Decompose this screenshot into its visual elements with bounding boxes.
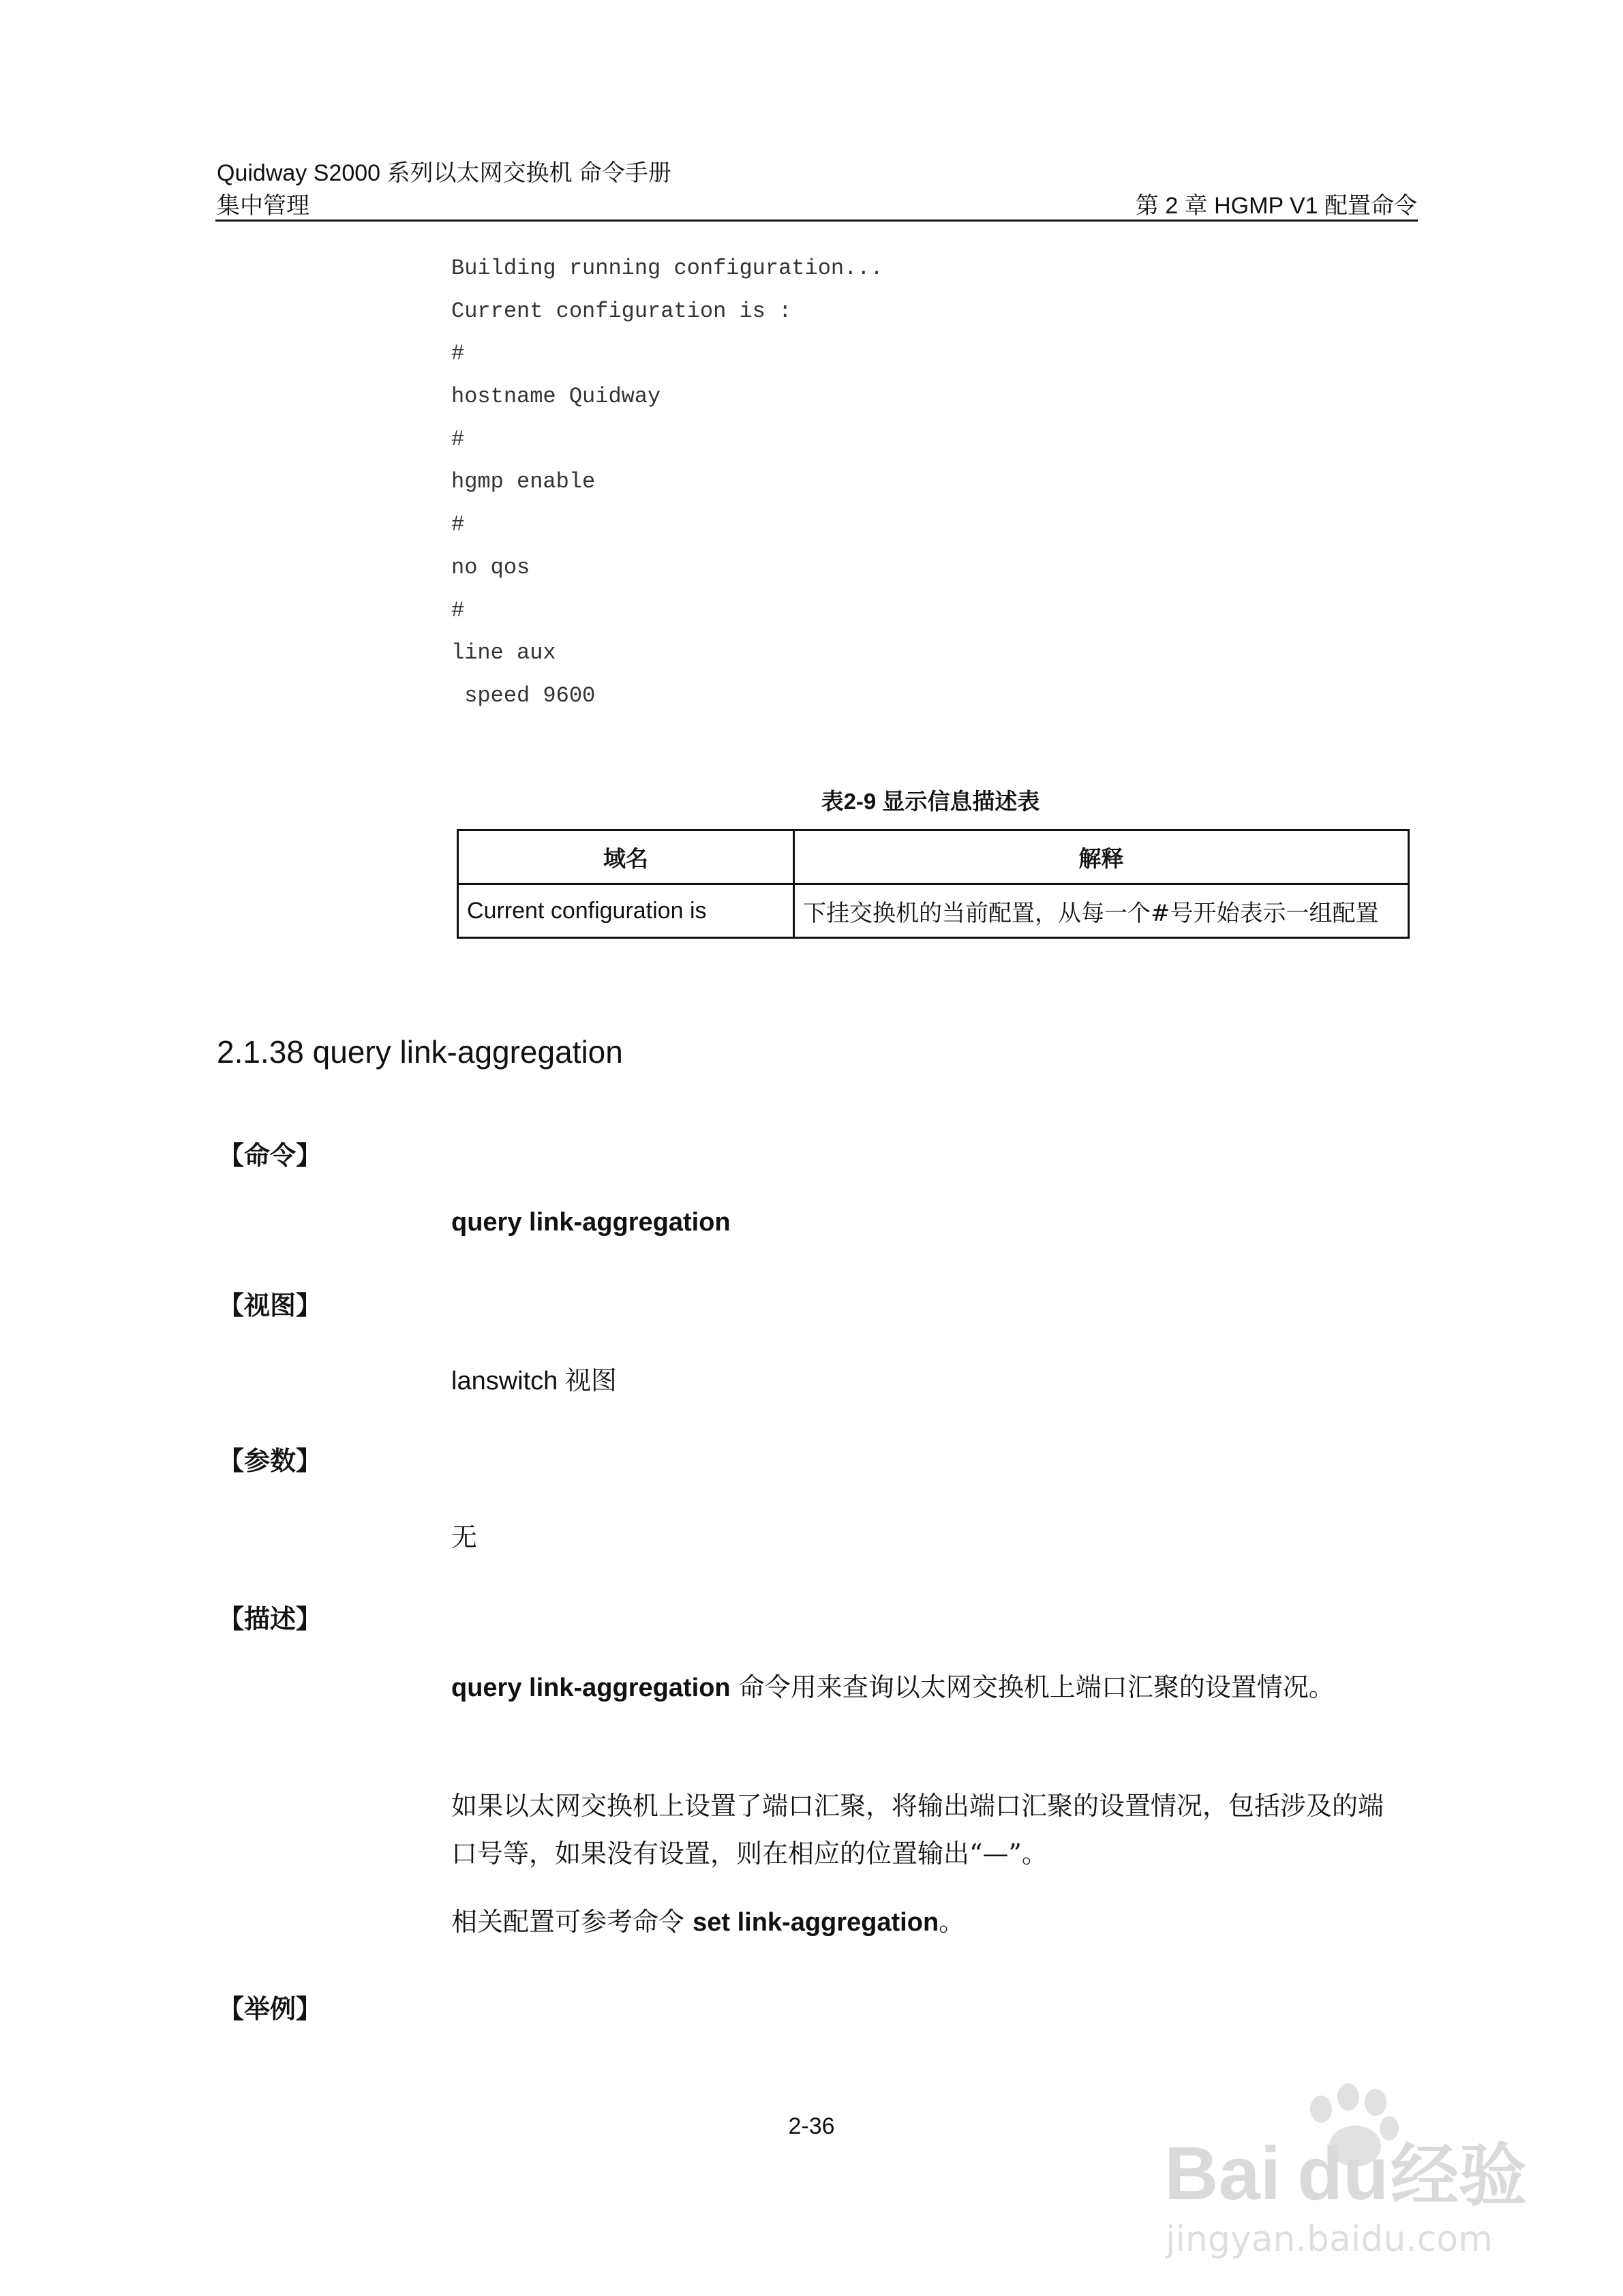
- header-chapter-title: 第 2 章 HGMP V1 配置命令: [1135, 193, 1417, 219]
- related-text: 相关配置可参考命令: [451, 1907, 693, 1937]
- code-line: #: [451, 341, 465, 367]
- table-header-explanation: 解释: [794, 830, 1409, 884]
- description-command: query link-aggregation: [451, 1674, 731, 1702]
- example-label: 【举例】: [218, 1995, 322, 2024]
- watermark-brand: Bai: [1164, 2132, 1281, 2216]
- info-table: [457, 829, 1410, 939]
- parameters-label: 【参数】: [218, 1447, 322, 1476]
- header-manual-title: Quidway S2000 系列以太网交换机 命令手册: [217, 160, 671, 186]
- view-label: 【视图】: [218, 1292, 322, 1320]
- description-text: 命令用来查询以太网交换机上端口汇聚的设置情况。: [730, 1672, 1335, 1702]
- code-line: hgmp enable: [451, 469, 596, 495]
- code-line: #: [451, 512, 465, 538]
- table-cell-explanation: 下挂交换机的当前配置，从每一个#号开始表示一组配置: [794, 884, 1409, 938]
- related-command: set link-aggregation: [693, 1908, 939, 1937]
- description-label: 【描述】: [218, 1605, 322, 1634]
- header-chapter-section: 集中管理: [217, 193, 309, 219]
- table-cell-field: Current configuration is: [458, 884, 794, 938]
- watermark-url: jingyan.baidu.com: [1166, 2219, 1493, 2260]
- command-text: query link-aggregation: [451, 1208, 731, 1237]
- code-line: #: [451, 426, 465, 452]
- code-line: Building running configuration...: [451, 256, 883, 281]
- baidu-watermark: [1151, 2066, 1532, 2270]
- table-row: [458, 884, 1409, 938]
- watermark-jingyan: 经验: [1391, 2136, 1527, 2216]
- description-paragraph-3: [451, 1898, 1406, 1946]
- view-text: lanswitch 视图: [451, 1367, 617, 1395]
- page-number: 2-36: [788, 2113, 835, 2139]
- command-label: 【命令】: [218, 1142, 322, 1170]
- code-line: Current configuration is :: [451, 298, 792, 324]
- header-rule: [215, 220, 1418, 222]
- section-heading: 2.1.38 query link-aggregation: [217, 1034, 623, 1070]
- code-line: speed 9600: [451, 682, 596, 708]
- description-paragraph-1: [451, 1663, 1406, 1712]
- parameters-text: 无: [451, 1522, 478, 1552]
- code-block: [451, 254, 883, 724]
- table-caption: 表2-9 显示信息描述表: [821, 789, 1040, 814]
- watermark-brand-du: du: [1297, 2132, 1389, 2216]
- description-paragraph-2: 如果以太网交换机上设置了端口汇聚，将输出端口汇聚的设置情况，包括涉及的端口号等，如果没有设置，则在相应的位置输出“—”。: [451, 1791, 1384, 1869]
- code-line: no qos: [451, 554, 530, 580]
- code-line: #: [451, 597, 465, 623]
- related-text-end: 。: [939, 1907, 965, 1937]
- code-line: hostname Quidway: [451, 384, 661, 410]
- table-header-field: 域名: [458, 830, 794, 884]
- table-header-row: [458, 830, 1409, 884]
- code-line: line aux: [451, 640, 556, 666]
